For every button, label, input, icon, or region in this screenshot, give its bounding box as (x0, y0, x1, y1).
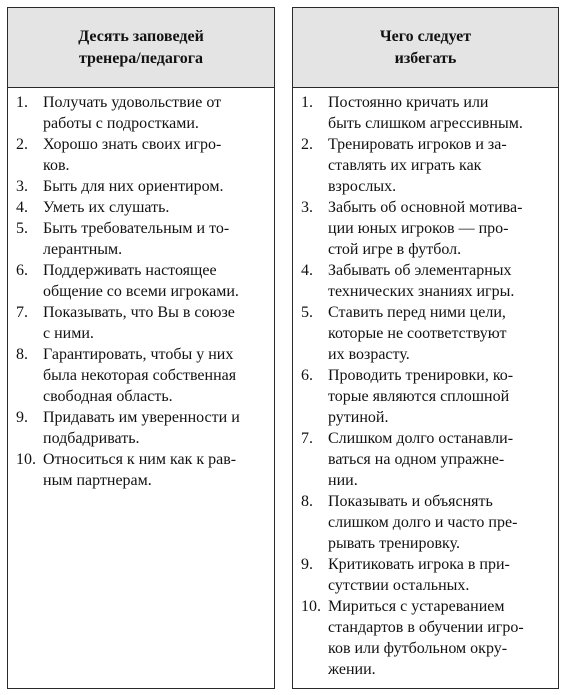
list-item (293, 134, 558, 197)
item-number: 1. (301, 94, 313, 111)
item-number: 8. (16, 346, 28, 363)
list-item (293, 365, 558, 428)
item-text: Забыть об основной мотива- ции юных игроков — про- стой игре в футбол. (328, 199, 523, 258)
item-text: Показывать, что Вы в союзе с ними. (43, 304, 235, 342)
item-number: 4. (16, 199, 28, 216)
list-item (8, 407, 274, 449)
list-item (8, 449, 274, 491)
item-text: Хорошо знать своих игро- ков. (43, 136, 222, 174)
item-number: 3. (16, 178, 28, 195)
item-number: 10. (16, 451, 36, 468)
list-item (8, 260, 274, 302)
item-number: 9. (301, 556, 313, 573)
item-text: Тренировать игроков и за- ставлять их играть как взрослых. (328, 136, 507, 195)
item-text: Ставить перед ними цели, которые не соответствуют их возрасту. (328, 304, 507, 363)
item-number: 4. (301, 262, 313, 279)
item-number: 7. (301, 430, 313, 447)
item-number: 9. (16, 409, 28, 426)
list-item (293, 197, 558, 260)
list-item (8, 176, 274, 197)
list-item (8, 344, 274, 407)
list-item (8, 134, 274, 176)
list-item (293, 596, 558, 680)
item-number: 2. (16, 136, 28, 153)
commandments-header (8, 8, 274, 88)
item-text: Быть для них ориентиром. (43, 178, 224, 195)
item-text: Забывать об элементарных технических знаниях игры. (328, 262, 515, 300)
commandments-list (8, 88, 274, 491)
avoid-header (293, 8, 558, 88)
item-text: Поддерживать настоящее общение со всеми игроками. (43, 262, 239, 300)
list-item (8, 197, 274, 218)
list-item (293, 260, 558, 302)
list-item (293, 428, 558, 491)
item-text: Гарантировать, чтобы у них была некоторая собственная свободная область. (43, 346, 237, 405)
item-number: 5. (16, 220, 28, 237)
commandments-panel (7, 7, 275, 689)
list-item (8, 302, 274, 344)
list-item (293, 92, 558, 134)
list-item (8, 92, 274, 134)
item-text: Придавать им уверенности и подбадривать. (43, 409, 240, 447)
item-number: 5. (301, 304, 313, 321)
item-text: Проводить тренировки, ко- торые являются сплошной рутиной. (328, 367, 514, 426)
item-text: Показывать и объяснять слишком долго и часто пре- рывать тренировку. (328, 493, 518, 552)
avoid-title: Чего следует избегать (379, 27, 472, 67)
commandments-title: Десять заповедей тренера/педагога (78, 27, 204, 67)
list-item (293, 491, 558, 554)
avoid-panel (292, 7, 559, 689)
item-number: 10. (301, 598, 321, 615)
avoid-list (293, 88, 558, 680)
item-number: 2. (301, 136, 313, 153)
list-item (293, 302, 558, 365)
item-text: Относиться к ним как к рав- ным партнерам. (43, 451, 237, 489)
item-text: Получать удовольствие от работы с подростками. (43, 94, 222, 132)
item-text: Слишком долго останавли- ваться на одном упражне- нии. (328, 430, 514, 489)
item-number: 6. (16, 262, 28, 279)
list-item (293, 554, 558, 596)
item-number: 8. (301, 493, 313, 510)
item-number: 1. (16, 94, 28, 111)
item-number: 3. (301, 199, 313, 216)
item-text: Быть требовательным и то- лерантным. (43, 220, 230, 258)
item-number: 6. (301, 367, 313, 384)
item-text: Мириться с устареванием стандартов в обучении игро- ков или футбольном окру- жении. (328, 598, 524, 678)
list-item (8, 218, 274, 260)
item-number: 7. (16, 304, 28, 321)
item-text: Критиковать игрока в при- сутствии остальных. (328, 556, 510, 594)
item-text: Уметь их слушать. (43, 199, 170, 216)
item-text: Постоянно кричать или быть слишком агрессивным. (328, 94, 523, 132)
